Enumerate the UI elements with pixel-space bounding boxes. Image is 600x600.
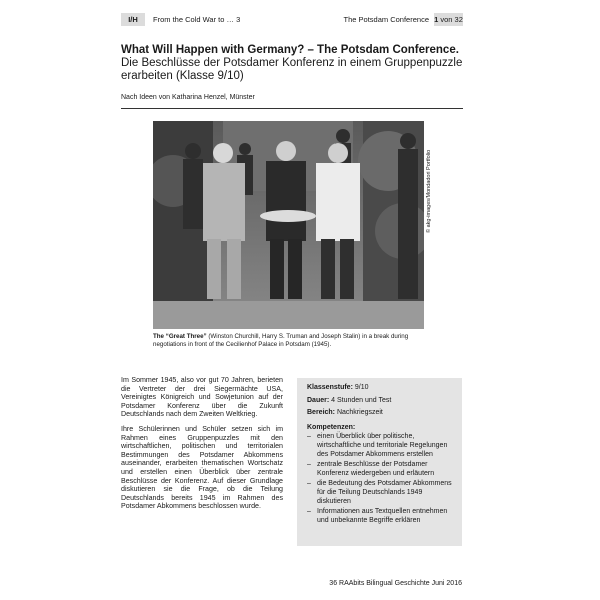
- page-footer: 36 RAAbits Bilingual Geschichte Juni 2016: [329, 580, 462, 587]
- duration-row: [307, 397, 452, 406]
- intro-paragraph-1: Im Sommer 1945, also vor gut 70 Jahren, berieten die Vertreter der drei Siegermächte USA, Vereinigtes Königreich und Sowjetunion auf der Potsdamer Konferenz über die Zukunft Deutschlands nach dem Zweiten Weltkrieg.: [121, 376, 283, 419]
- class-level-label: Klassenstufe:: [307, 384, 353, 391]
- running-header: [121, 13, 463, 26]
- page-indicator: [434, 13, 463, 26]
- competencies-label: Kompetenzen:: [307, 423, 356, 431]
- area-row: [307, 409, 452, 418]
- area-value: Nachkriegszeit: [336, 409, 383, 417]
- caption-bold: The “Great Three”: [153, 333, 207, 340]
- duration-value: 4 Stunden und Test: [331, 396, 392, 404]
- photo-credit: © akg-images/Mondadori Portfolio: [426, 149, 432, 233]
- historical-photo: [153, 121, 424, 329]
- divider: [121, 108, 463, 109]
- caption-text: (Winston Churchill, Harry S. Truman and Joseph Stalin) in a break during negotiations in front of the Cecilienhof Palace in Potsdam (1945).: [153, 333, 409, 348]
- topic-title: The Potsdam Conference: [343, 15, 429, 24]
- area-label: Bereich:: [307, 409, 336, 417]
- author-line: Nach Ideen von Katharina Henzel, Münster: [121, 94, 255, 101]
- series-title: From the Cold War to … 3: [153, 15, 241, 24]
- intro-paragraph-2: Ihre Schülerinnen und Schüler setzen sich im Rahmen eines Gruppenpuzzles mit den wirtschaftlichen, politischen und territorialen Bestimmungen des Potsdamer Abkommens auseinander, erarbeiten thematischen Wortschatz und erstellen einen Überblick über zentrale Beschlüsse der Konferenz. Auf dieser Grundlage diskutieren sie die Frage, ob die Teilung Deutschlands bereits 1945 im Rahmen des Potsdamer Abkommens beschlossen wurde.: [121, 424, 283, 511]
- info-box: [297, 378, 462, 546]
- duration-label: Dauer:: [307, 396, 330, 404]
- list-item: – zentrale Beschlüsse der Potsdamer Konferenz wiedergeben und erläutern: [307, 461, 452, 478]
- class-level-row: [307, 384, 452, 393]
- class-level-value: 9/10: [354, 384, 369, 391]
- list-item: – einen Überblick über politische, wirtschaftliche und territoriale Regelungen des Potsdamer Abkommens erstellen: [307, 433, 452, 459]
- photo-illustration: [153, 121, 424, 329]
- document-subtitle: Die Beschlüsse der Potsdamer Konferenz in einem Gruppenpuzzle erarbeiten (Klasse 9/10): [121, 57, 463, 82]
- list-item: – die Bedeutung des Potsdamer Abkommens für die Teilung Deutschlands 1949 diskutieren: [307, 480, 452, 506]
- page-number: 1: [434, 15, 439, 24]
- intro-text: [121, 376, 283, 517]
- photo-caption: [153, 333, 431, 349]
- section-label: I/H: [121, 13, 145, 26]
- title-block: [121, 44, 463, 83]
- page-total: von 32: [440, 15, 463, 24]
- competencies-list: [307, 433, 452, 525]
- document-title: What Will Happen with Germany? – The Potsdam Conference.: [121, 44, 459, 56]
- list-item: – Informationen aus Textquellen entnehmen und unbekannte Begriffe erklären: [307, 508, 452, 525]
